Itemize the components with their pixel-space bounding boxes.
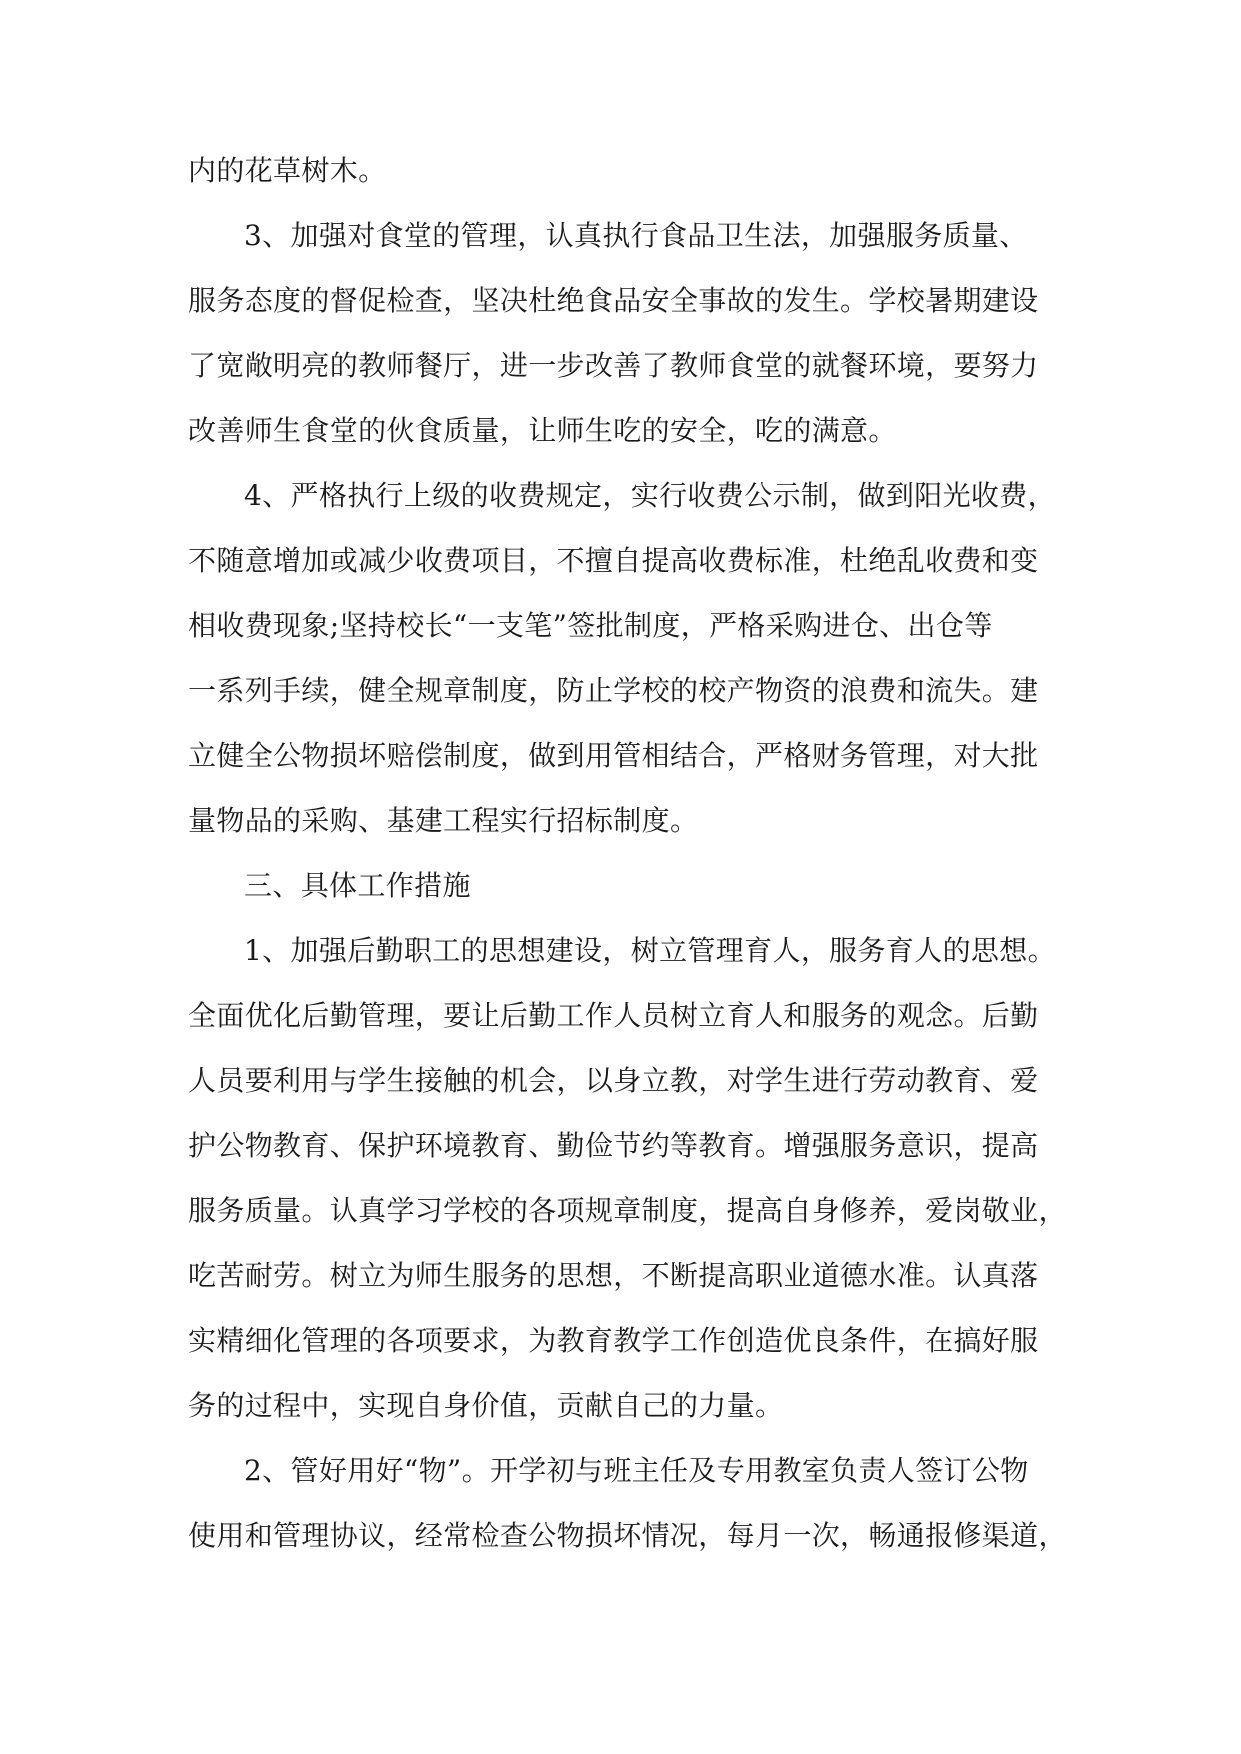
text-line: 改善师生食堂的伙食质量，让师生吃的安全，吃的满意。: [188, 414, 897, 447]
text-line: 相收费现象;坚持校长“一支笔”签批制度，严格采购进仓、出仓等: [188, 609, 993, 642]
text-line: 内的花草树木。: [188, 154, 387, 187]
text-line: 全面优化后勤管理，要让后勤工作人员树立育人和服务的观念。后勤: [188, 999, 1039, 1032]
text-line: 务的过程中，实现自身价值，贡献自己的力量。: [188, 1389, 784, 1422]
text-line: 了宽敞明亮的教师餐厅，进一步改善了教师食堂的就餐环境，要努力: [188, 349, 1039, 382]
text-line: 服务质量。认真学习学校的各项规章制度，提高自身修养，爱岗敬业，: [188, 1194, 1067, 1227]
document-body: [188, 152, 1067, 1582]
text-line: 1、加强后勤职工的思想建设，树立管理育人，服务育人的思想。: [244, 934, 1056, 967]
text-line: 2、管好用好“物”。开学初与班主任及专用教室负责人签订公物: [244, 1454, 1029, 1487]
text-line: 人员要利用与学生接触的机会，以身立教，对学生进行劳动教育、爱: [188, 1064, 1039, 1097]
section-heading: 三、具体工作措施: [244, 869, 471, 902]
text-line: 立健全公物损坏赔偿制度，做到用管相结合，严格财务管理，对大批: [188, 739, 1039, 772]
text-line: 使用和管理协议，经常检查公物损坏情况，每月一次，畅通报修渠道，: [188, 1519, 1067, 1552]
text-line: 量物品的采购、基建工程实行招标制度。: [188, 804, 699, 837]
text-line: 不随意增加或减少收费项目，不擅自提高收费标准，杜绝乱收费和变: [188, 544, 1039, 577]
text-line: 服务态度的督促检查，坚决杜绝食品安全事故的发生。学校暑期建设: [188, 284, 1039, 317]
text-line: 3、加强对食堂的管理，认真执行食品卫生法，加强服务质量、: [244, 219, 1028, 252]
text-line: 4、严格执行上级的收费规定，实行收费公示制，做到阳光收费，: [244, 479, 1056, 512]
text-line: 吃苦耐劳。树立为师生服务的思想，不断提高职业道德水准。认真落: [188, 1259, 1039, 1292]
text-line: 实精细化管理的各项要求，为教育教学工作创造优良条件，在搞好服: [188, 1324, 1039, 1357]
text-line: 一系列手续，健全规章制度，防止学校的校产物资的浪费和流失。建: [188, 674, 1039, 707]
text-line: 护公物教育、保护环境教育、勤俭节约等教育。增强服务意识，提高: [188, 1129, 1039, 1162]
